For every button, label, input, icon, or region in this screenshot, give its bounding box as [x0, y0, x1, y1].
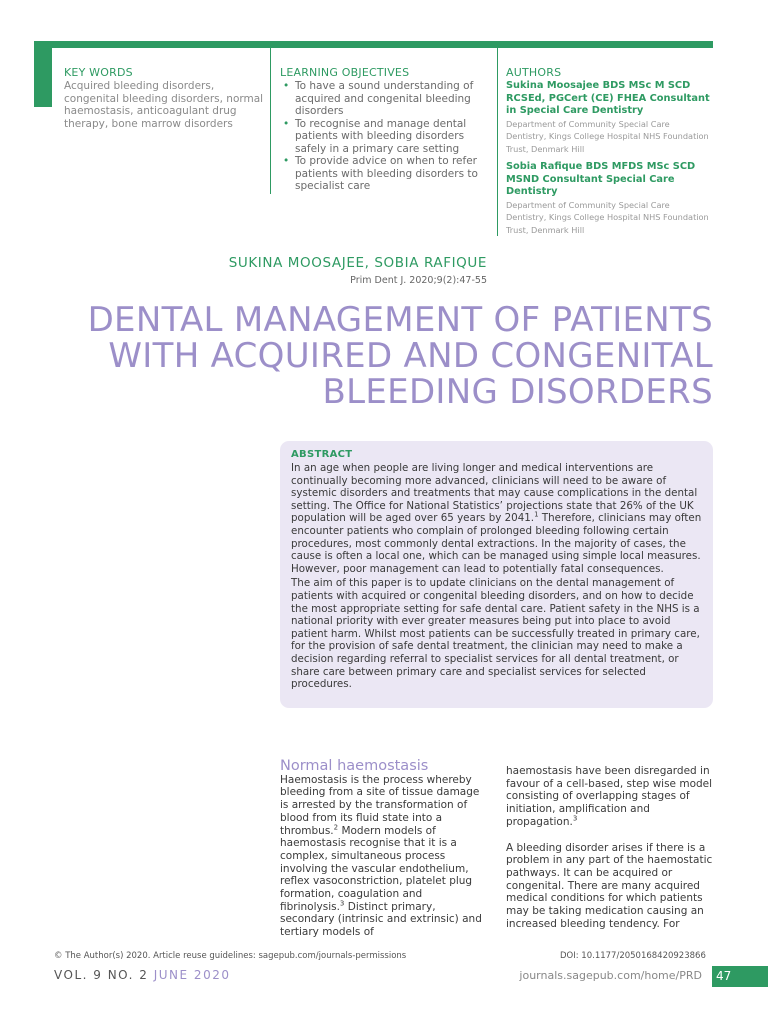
author-name: Sobia Rafique BDS MFDS MSc SCD MSND Consultant Special Care Dentistry — [506, 161, 696, 197]
learning-objectives-heading: LEARNING OBJECTIVES — [280, 66, 410, 79]
objective-item: • To recognise and manage dental patients with bleeding disorders safely in a primary care setting — [280, 118, 490, 156]
article-authors: SUKINA MOOSAJEE, SOBIA RAFIQUE — [228, 255, 487, 271]
body-paragraph: haemostasis have been disregarded in favour of a cell-based, step wise model consisting of overlapping stages of initiation, amplification and propagation.$^3$ — [506, 765, 713, 828]
authors-box — [506, 66, 711, 242]
header-rule — [34, 41, 713, 48]
learning-objectives-list — [280, 80, 490, 193]
objective-item: • To have a sound understanding of acquired and congenital bleeding disorders — [280, 80, 490, 118]
copyright-notice: © The Author(s) 2020. Article reuse guidelines: sagepub.com/journals-permissions — [54, 951, 407, 961]
body-paragraph: Haemostasis is the process whereby bleeding from a site of tissue damage is arrested by the transformation of blood from its fluid state into a thrombus.$^2$ Modern models of haemostasis recognise that it is a complex, simultaneous process involving the vascular endothelium, reflex vasoconstriction, platelet plug formation, coagulation and fibrinolysis.$^3$ Distinct primary, secondary (intrinsic and extrinsic) and tertiary models of — [280, 773, 482, 939]
abstract-heading: ABSTRACT — [291, 449, 353, 460]
body-column-left — [280, 760, 487, 939]
abstract-box — [280, 441, 713, 708]
page-number: 47 — [712, 966, 768, 987]
journal-url: journals.sagepub.com/home/PRD — [519, 969, 702, 982]
keywords-heading: KEY WORDS — [64, 66, 133, 79]
article-title: DENTAL MANAGEMENT OF PATIENTS WITH ACQUIRED AND CONGENITAL BLEEDING DISORDERS — [87, 300, 713, 412]
column-divider — [270, 48, 271, 194]
volume-number: VOL. 9 NO. 2 — [54, 968, 149, 982]
doi-text: DOI: 10.1177/2050168420923866 — [560, 951, 706, 961]
reference-marker: 1 — [534, 510, 539, 519]
reference-marker: 2 — [333, 823, 339, 832]
keywords-text: Acquired bleeding disorders, congenital bleeding disorders, normal haemostasis, anticoagulant drug therapy, bone marrow disorders — [64, 80, 264, 130]
author-department: Department of Community Special Care Dentistry, Kings College Hospital NHS Foundation Trust, Denmark Hill — [506, 118, 709, 154]
keywords-box — [64, 66, 264, 130]
reference-marker: 3 — [572, 814, 578, 823]
issue-month: JUNE 2020 — [153, 968, 231, 982]
objective-item: • To provide advice on when to refer patients with bleeding disorders to specialist care — [280, 155, 490, 193]
author-name: Sukina Moosajee BDS MSc M SCD RCSEd, PGCert (CE) FHEA Consultant in Special Care Dentistry — [506, 80, 710, 116]
body-column-right — [506, 765, 713, 943]
body-paragraph: A bleeding disorder arises if there is a problem in any part of the haemostatic pathways. It can be acquired or congenital. There are many acquired medical conditions for which patients may be taking medication causing an increased bleeding tendency. For — [506, 841, 713, 930]
column-divider — [497, 48, 498, 236]
learning-objectives-box — [280, 66, 490, 193]
abstract-paragraph: In an age when people are living longer and medical interventions are continually becoming more advanced, clinicians will need to be aware of systemic disorders and treatments that may cause complications in the dental setting. The Office for National Statistics’ projections state that 26% of the UK population will be aged over 65 years by 2041.$^1$ Therefore, clinicians may often encounter patients who complain of prolonged bleeding following certain procedures, most commonly dental extractions. In the majority of cases, the cause is often a local one, which can be managed using simple local measures. However, poor management can lead to potentially fatal consequences. — [291, 462, 702, 575]
header-side-tab — [34, 41, 52, 107]
authors-heading: AUTHORS — [506, 66, 562, 79]
volume-info — [54, 968, 230, 982]
article-citation: Prim Dent J. 2020;9(2):47-55 — [350, 275, 487, 286]
section-heading: Normal haemostasis — [280, 758, 429, 774]
author-department: Department of Community Special Care Dentistry, Kings College Hospital NHS Foundation Trust, Denmark Hill — [506, 199, 709, 235]
reference-marker: 3 — [339, 899, 345, 908]
abstract-paragraph: The aim of this paper is to update clinicians on the dental management of patients with acquired or congenital bleeding disorders, and on how to decide the most appropriate setting for safe dental care. Patient safety in the NHS is a national priority with ever greater measures being put into place to avoid patient harm. Whilst most patients can be successfully treated in primary care, for the provision of safe dental treatment, the clinician may need to make a decision regarding referral to specialist services for all dental treatment, or share care between primary care and specialist services for selected procedures. — [291, 577, 700, 691]
